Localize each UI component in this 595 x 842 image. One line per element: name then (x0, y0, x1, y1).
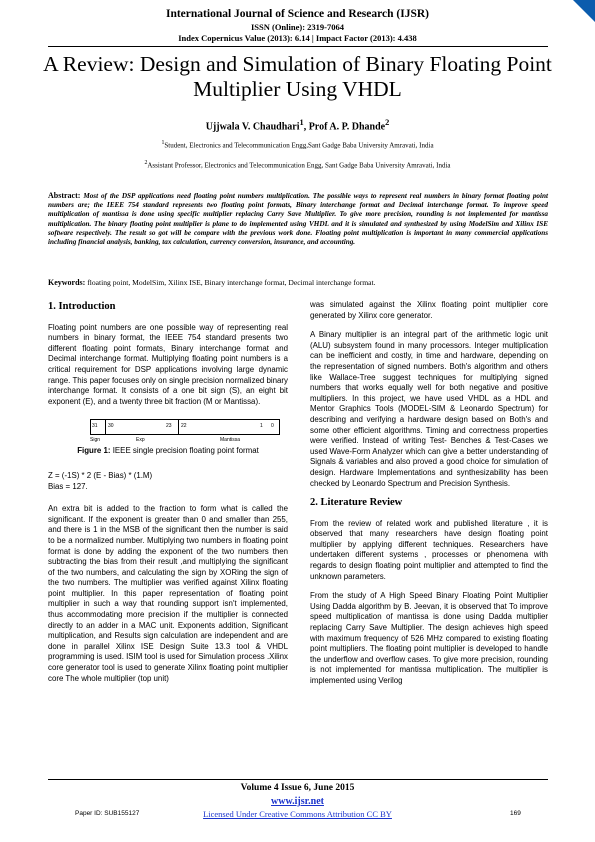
page-number: 169 (510, 810, 521, 817)
abstract-text: Most of the DSP applications need floating point numbers multiplication. The possible ways to represent real numbers in binary format floating point numbers are; the IEEE 754 standard represents two floating point formats, Binary interchange format and Decimal interchange format. To improve speed multiplication of mantissa is done using specific multiplier replacing Carry Save Multiplier. To give more precision, rounding is not implemented for mantissa multiplication. The binary floating point multiplier is plane to do implemented using VHDL and it is simulated and synthesized by using ModelSim and Xilinx ISE software respectively. The result so got will be compare with the previous work done. Floating point multiplication is important in many commercial applications including financial analysis, banking, tax calculation, currency conversion, insurance, and accounting. (48, 192, 548, 247)
figure-1-caption (48, 446, 288, 457)
bit-label: 0 (271, 423, 274, 430)
figure-1-caption-text: IEEE single precision floating point format (110, 446, 259, 456)
author-sep: , Prof A. P. Dhande (303, 121, 386, 133)
sign-label: Sign (90, 437, 101, 444)
keywords-label: Keywords: (48, 278, 86, 287)
section-1-heading: 1. Introduction (48, 301, 116, 312)
mantissa-label: Mantissa (220, 437, 241, 444)
right-column (310, 300, 548, 696)
header-rule (48, 46, 548, 47)
ieee-format-figure (90, 416, 285, 442)
affiliation-2-text: Assistant Professor, Electronics and Telecommunication Engg, Sant Gadge Baba University Amravati, India (147, 161, 451, 170)
left-column (48, 300, 288, 693)
volume-line: Volume 4 Issue 6, June 2015 (240, 783, 355, 793)
formula-z: Z = (-1S) * 2 (E - Bias) * (1.M) (48, 470, 153, 480)
formula-bias: Bias = 127. (48, 481, 88, 491)
journal-name: International Journal of Science and Research (IJSR) (165, 8, 429, 20)
bit-label: 30 (108, 423, 114, 430)
review-paragraph-2: From the study of A High Speed Binary Floating Point Multiplier Using Dadda algorithm by B. Jeevan, it is observed that To improve speed multiplication of mantissa is done using Dadda multiplier replacing Carry Save Multiplier. The design achieves high speed with maximum frequency of 526 MHz compared to existing floating point multipliers. The floating point multiplier is developed to handle the underflow and overflow cases. To give more precision, rounding is not implemented for mantissa multiplication. The multiplier is implemented using Verilog (310, 591, 548, 685)
bit-label: 1 (260, 423, 263, 430)
affiliation-1 (0, 140, 595, 149)
license-link[interactable]: Licensed Under Creative Commons Attribution CC BY (203, 809, 392, 819)
keywords (48, 278, 548, 287)
review-paragraph-1: From the review of related work and published literature , it is observed that many researchers have design floating point multiplier by applying different techniques. Researchers have undertaken different systems , processes or phenomena with regards to design floating point multiplier and attempted to find the unknown parameters. (310, 518, 548, 581)
author-1: Ujjwala V. Chaudhari (205, 121, 300, 133)
abstract (48, 191, 548, 247)
affiliation-2-sup: 2 (144, 160, 148, 166)
abstract-label: Abstract: (48, 191, 81, 200)
figure-1-label: Figure 1: (77, 446, 111, 456)
author-line (0, 118, 595, 132)
paper-title: A Review: Design and Simulation of Binary Floating Point Multiplier Using VHDL (43, 52, 552, 101)
bit-label: 23 (166, 423, 172, 430)
affiliation-1-sup: 1 (161, 140, 165, 146)
mantissa-field (178, 419, 280, 435)
intro-paragraph-4: A Binary multiplier is an integral part of the arithmetic logic unit (ALU) subsystem found in many processors. Integer multiplication can be inefficient and costly, in time and hardware, depending on the representation of signed numbers. Both's algorithm and others like Wallace-Tree suggest techniques for multiplying signed numbers that works equally well for both negative and positive multipliers. In this project, we have used VHDL as a HDL and Mentor Graphics Tools (MODEL-SIM & Leonardo Spectrum) for describing and verifying a hardware design based on Both's and some other efficient algorithms. Timing and correctness properties were verified. Instead of writing Test- Benches & Test-Cases we used Wave-Form Analyzer which can give a better understanding of Signals & variables and also proved a good choice for simulation of design. Hardware Implementations and synthesizability has been checked by Leonardo Spectrum and Precision Synthesis. (310, 330, 548, 488)
intro-paragraph-1: Floating point numbers are one possible way of representing real numbers in binary format, the IEEE 754 standard presents two different floating point formats, Binary interchange format and Decimal interchange format. Multiplying floating point numbers is a critical requirement for DSP applications involving large dynamic range. This paper focuses only on single precision normalized binary interchange format. It consists of a one bit sign (S), an eight bit exponent (E), and a twenty three bit fraction (M or Mantissa). (48, 322, 288, 406)
intro-paragraph-2: An extra bit is added to the fraction to form what is called the significant. If the exponent is greater than 0 and smaller than 255, and there is 1 in the MSB of the significant then the number is said to be a normalized number. Multiplying two numbers in floating point format is done by adding the exponent of the two numbers then subtracting the bias from their result ,and multiplying the significant of the two numbers, and calculating the sign by XORing the sign of the two numbers. The multiplier was verified against Xilinx floating point multiplier. In this paper representation of floating point multiplier in such a way that rounding support isn't implemented, thus accommodating more precision if the multiplier is connected directly to an adder in a MAC unit. Exponents addition, Significant multiplication, and Results sign calculation are independent and are done in parallel Xilinx ISE Design Suite 13.3 tool & VHDL programming is used. ISIM tool is used for Simulation process .Xilinx core generator tool is used to generate Xilinx floating point multiplier core The whole multiplier (top unit) (48, 504, 288, 683)
author-1-sup: 1 (299, 118, 304, 127)
intro-paragraph-3: was simulated against the Xilinx floating point multiplier core generated by Xilinx core generator. (310, 300, 548, 320)
exp-label: Exp (136, 437, 145, 444)
author-2-sup: 2 (385, 118, 390, 127)
footer-rule (48, 779, 548, 780)
section-2-heading: 2. Literature Review (310, 497, 403, 509)
bit-label: 31 (92, 423, 98, 430)
index-line: Index Copernicus Value (2013): 6.14 | Impact Factor (2013): 4.438 (178, 33, 417, 43)
affiliation-2 (0, 160, 595, 169)
affiliation-1-text: Student, Electronics and Telecommunication Engg,Sant Gadge Baba University Amravati, India (164, 141, 434, 150)
keywords-text: floating point, ModelSim, Xilinx ISE, Binary interchange format, Decimal interchange format. (87, 278, 376, 287)
issn: ISSN (Online): 2319-7064 (250, 22, 345, 32)
website-link[interactable]: www.ijsr.net (271, 796, 324, 807)
bit-label: 22 (181, 423, 187, 430)
paper-id: Paper ID: SUB155127 (75, 810, 140, 817)
